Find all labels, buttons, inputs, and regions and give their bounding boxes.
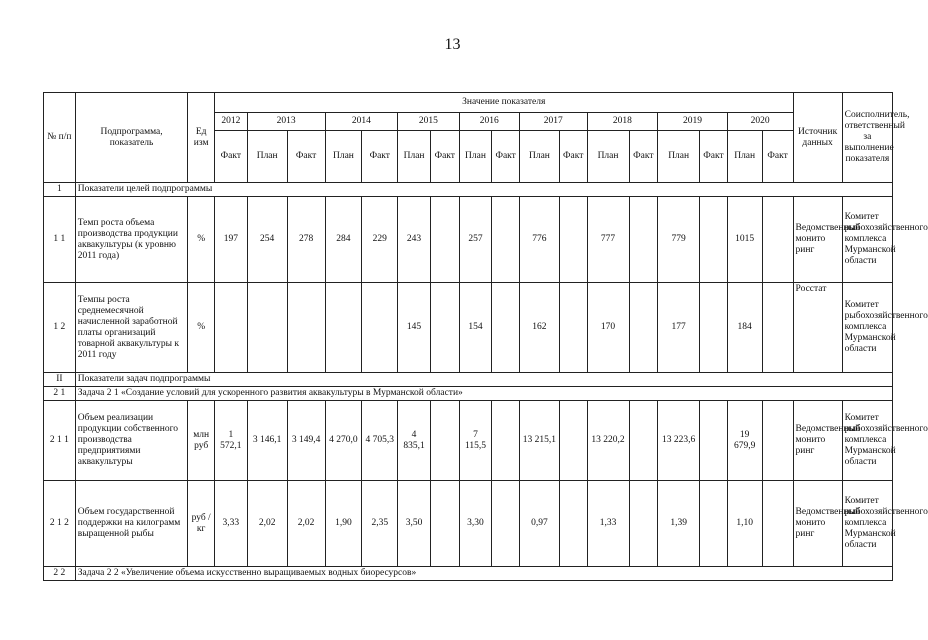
fact-2017-value <box>559 481 587 567</box>
row-num: 1 2 <box>44 283 76 373</box>
plan-2015-value: 243 <box>398 197 431 283</box>
fact-2013-value: 3 149,4 <box>287 401 325 481</box>
plan-2018-value: 170 <box>587 283 629 373</box>
fact-2015-value <box>430 481 459 567</box>
fact-2015-value <box>430 401 459 481</box>
plan-2014: План <box>325 131 362 183</box>
coexecutor: Комитет рыбохозяйственного комплекса Мурманской области <box>842 283 892 373</box>
plan-2019-value: 779 <box>658 197 700 283</box>
plan-2015-value: 145 <box>398 283 431 373</box>
table-row <box>44 401 893 481</box>
section-row <box>44 373 893 387</box>
plan-2013-value: 3 146,1 <box>247 401 287 481</box>
plan-2019-value: 177 <box>658 283 700 373</box>
indicator-name: Темпы роста среднемесячной начисленной заработной платы организаций товарной аквакультуры к 2011 году <box>75 283 188 373</box>
section-title: Показатели задач подпрограммы <box>75 373 892 387</box>
plan-2019: План <box>658 131 700 183</box>
header-subprogram: Подпрограмма, показатель <box>75 93 188 183</box>
plan-2016-value: 154 <box>459 283 492 373</box>
plan-2016: План <box>459 131 492 183</box>
fact-2013-value: 2,02 <box>287 481 325 567</box>
plan-2017-value: 13 215,1 <box>519 401 559 481</box>
fact-2012: Факт <box>214 131 247 183</box>
fact-2014-value: 4 705,3 <box>362 401 398 481</box>
plan-2015-value: 3,50 <box>398 481 431 567</box>
plan-2018-value: 13 220,2 <box>587 401 629 481</box>
fact-2014-value: 229 <box>362 197 398 283</box>
plan-2017-value: 162 <box>519 283 559 373</box>
unit: % <box>188 283 215 373</box>
fact-2017-value <box>559 283 587 373</box>
fact-2015-value <box>430 283 459 373</box>
table-row <box>44 481 893 567</box>
task-title: Задача 2 2 «Увеличение объема искусственно выращиваемых водных биоресурсов» <box>75 567 892 581</box>
plan-2013-value: 2,02 <box>247 481 287 567</box>
fact-2018-value <box>629 283 658 373</box>
header-source: Источник данных <box>793 93 842 183</box>
plan-2017: План <box>519 131 559 183</box>
coexecutor: Комитет рыбохозяйственного комплекса Мурманской области <box>842 401 892 481</box>
year-2015: 2015 <box>398 113 459 131</box>
fact-2016: Факт <box>492 131 520 183</box>
plan-2014-value: 1,90 <box>325 481 362 567</box>
task-title: Задача 2 1 «Создание условий для ускоренного развития аквакультуры в Мурманской области» <box>75 387 892 401</box>
year-2013: 2013 <box>247 113 325 131</box>
fact-2015: Факт <box>430 131 459 183</box>
plan-2013-value: 254 <box>247 197 287 283</box>
source: Ведомственный монито ринг <box>793 481 842 567</box>
task-row <box>44 567 893 581</box>
plan-2020-value: 19 679,9 <box>727 401 762 481</box>
plan-2019-value: 13 223,6 <box>658 401 700 481</box>
fact-2018-value <box>629 481 658 567</box>
fact-2020-value <box>762 481 793 567</box>
fact-2014-value: 2,35 <box>362 481 398 567</box>
source: Ведомственный монито ринг <box>793 197 842 283</box>
fact-2020-value <box>762 197 793 283</box>
fact-2012-value <box>214 283 247 373</box>
year-2018: 2018 <box>587 113 658 131</box>
plan-2016-value: 7 115,5 <box>459 401 492 481</box>
fact-2020-value <box>762 401 793 481</box>
plan-2013-value <box>247 283 287 373</box>
plan-2015-value: 4 835,1 <box>398 401 431 481</box>
plan-2018-value: 777 <box>587 197 629 283</box>
fact-2012-value: 1 572,1 <box>214 401 247 481</box>
fact-2012-value: 197 <box>214 197 247 283</box>
year-2012: 2012 <box>214 113 247 131</box>
plan-2013: План <box>247 131 287 183</box>
row-num: II <box>44 373 76 387</box>
indicator-name: Темп роста объема производства продукции аквакультуры (к уровню 2011 года) <box>75 197 188 283</box>
page-number: 13 <box>444 36 461 53</box>
fact-2019-value <box>700 481 728 567</box>
year-2019: 2019 <box>658 113 728 131</box>
fact-2017: Факт <box>559 131 587 183</box>
plan-2020: План <box>727 131 762 183</box>
fact-2017-value <box>559 197 587 283</box>
plan-2015: План <box>398 131 431 183</box>
row-num: 2 2 <box>44 567 76 581</box>
plan-2020-value: 1,10 <box>727 481 762 567</box>
fact-2016-value <box>492 401 520 481</box>
header-num: № п/п <box>44 93 76 183</box>
plan-2017-value: 776 <box>519 197 559 283</box>
year-2016: 2016 <box>459 113 519 131</box>
coexecutor: Комитет рыбохозяйственного комплекса Мурманской области <box>842 481 892 567</box>
unit: % <box>188 197 215 283</box>
plan-2017-value: 0,97 <box>519 481 559 567</box>
row-num: 1 1 <box>44 197 76 283</box>
indicator-name: Объем государственной поддержки на килограмм выращенной рыбы <box>75 481 188 567</box>
fact-2014-value <box>362 283 398 373</box>
fact-2018-value <box>629 401 658 481</box>
plan-2020-value: 184 <box>727 283 762 373</box>
row-num: 2 1 <box>44 387 76 401</box>
year-2014: 2014 <box>325 113 398 131</box>
fact-2019-value <box>700 197 728 283</box>
section-row <box>44 183 893 197</box>
plan-2014-value: 284 <box>325 197 362 283</box>
fact-2013-value <box>287 283 325 373</box>
indicator-name: Объем реализации продукции собственного производства предприятиями аквакультуры <box>75 401 188 481</box>
source: Росстат <box>793 283 842 373</box>
fact-2016-value <box>492 283 520 373</box>
plan-2018-value: 1,33 <box>587 481 629 567</box>
fact-2012-value: 3,33 <box>214 481 247 567</box>
section-title: Показатели целей подпрограммы <box>75 183 892 197</box>
unit: руб / кг <box>188 481 215 567</box>
plan-2014-value <box>325 283 362 373</box>
task-row <box>44 387 893 401</box>
row-num: 2 1 2 <box>44 481 76 567</box>
plan-2014-value: 4 270,0 <box>325 401 362 481</box>
indicators-table <box>43 92 928 581</box>
fact-2019-value <box>700 283 728 373</box>
header-value-group: Значение показателя <box>214 93 793 113</box>
coexecutor: Комитет рыбохозяйственного комплекса Мурманской области <box>842 197 892 283</box>
fact-2019-value <box>700 401 728 481</box>
fact-2019: Факт <box>700 131 728 183</box>
fact-2018-value <box>629 197 658 283</box>
fact-2020: Факт <box>762 131 793 183</box>
plan-2016-value: 257 <box>459 197 492 283</box>
plan-2020-value: 1015 <box>727 197 762 283</box>
fact-2018: Факт <box>629 131 658 183</box>
fact-2015-value <box>430 197 459 283</box>
header-coexecutor: Соисполнитель, ответственный за выполнение показателя <box>842 93 892 183</box>
plan-2018: План <box>587 131 629 183</box>
table-row <box>44 283 893 373</box>
year-2017: 2017 <box>519 113 587 131</box>
year-2020: 2020 <box>727 113 793 131</box>
fact-2013: Факт <box>287 131 325 183</box>
table-row <box>44 197 893 283</box>
fact-2020-value <box>762 283 793 373</box>
row-num: 1 <box>44 183 76 197</box>
header-unit: Ед изм <box>188 93 215 183</box>
fact-2016-value <box>492 197 520 283</box>
row-num: 2 1 1 <box>44 401 76 481</box>
plan-2019-value: 1,39 <box>658 481 700 567</box>
fact-2013-value: 278 <box>287 197 325 283</box>
fact-2016-value <box>492 481 520 567</box>
source: Ведомственный монито ринг <box>793 401 842 481</box>
fact-2014: Факт <box>362 131 398 183</box>
plan-2016-value: 3,30 <box>459 481 492 567</box>
fact-2017-value <box>559 401 587 481</box>
unit: млн руб <box>188 401 215 481</box>
header-row-1 <box>44 93 893 113</box>
